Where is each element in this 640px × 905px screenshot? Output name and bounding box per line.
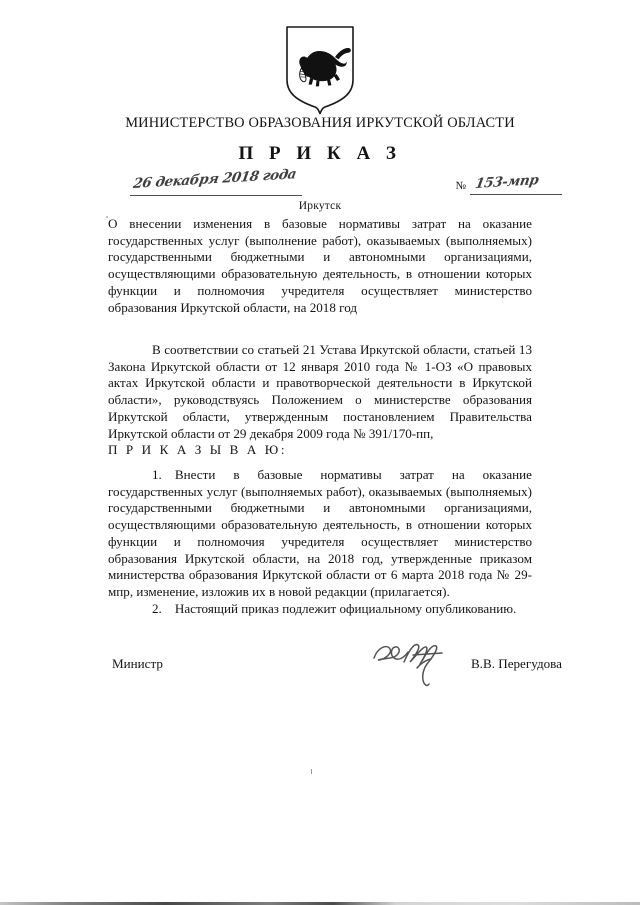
order-date-handwritten: 26 декабря 2018 года	[132, 166, 298, 192]
order-meta-row	[112, 166, 562, 198]
order-number-field	[470, 173, 562, 195]
number-sign-label: №	[455, 180, 466, 192]
irkutsk-oblast-coat-of-arms-icon	[283, 24, 357, 118]
minister-signature-icon	[368, 638, 454, 690]
emblem-container	[0, 24, 640, 118]
ministry-header: МИНИСТЕРСТВО ОБРАЗОВАНИЯ ИРКУТСКОЙ ОБЛАСТИ	[125, 115, 515, 131]
subject-block	[108, 216, 532, 316]
signature-name: В.В. Перегудова	[470, 656, 562, 671]
order-number-group	[456, 173, 563, 195]
page-title: П Р И К А З	[238, 143, 402, 164]
subject-text: О внесении изменения в базовые нормативы затрат на оказание государственных услуг (выполнение работ), оказываемых (выполняемых) государственными бюджетными и автономными организациями, осуществляющими образовательную деятельность, в отношении которых функции и полномочия учредителя осуществляет министерство образования Иркутской области, на 2018 год	[108, 216, 532, 315]
order-verb: П Р И К А З Ы В А Ю:	[108, 442, 288, 458]
signature-title: Министр	[112, 656, 163, 671]
order-item-1: 1. Внести в базовые нормативы затрат на оказание государственных услуг (выполняемых работ), оказываемых (выполняемых) государственными бюджетными и автономными организациями, осуществляющими образовательную деятельность, в отношении которых функции и полномочия учредителя осуществляет министерство образования Иркутской области, на 2018 год, утвержденные приказом министерства образования Иркутской области от 6 марта 2018 года № 29-мпр, изменение, изложив их в новой редакции (прилагается).	[108, 467, 532, 599]
preamble-text: В соответствии со статьей 21 Устава Иркутской области, статьей 13 Закона Иркутской области от 12 января 2010 года № 1-ОЗ «О правовых актах Иркутской области и правотворческой деятельности в Иркутской области», руководствуясь Положением о министерстве образования Иркутской области, утвержденным постановлением Правительства Иркутской области от 29 декабря 2009 года № 391/170-пп,	[108, 342, 532, 441]
scan-artifact-speck-2	[106, 216, 108, 218]
preamble-block	[108, 342, 532, 459]
order-date-field	[130, 166, 302, 196]
order-items-block	[108, 467, 532, 617]
signature-row	[112, 652, 562, 692]
city-label: Иркутск	[298, 200, 342, 212]
order-number-handwritten: 153-мпр	[474, 172, 540, 192]
scan-artifact-speck	[311, 769, 312, 774]
order-item-2: 2. Настоящий приказ подлежит официальному опубликованию.	[152, 600, 517, 616]
